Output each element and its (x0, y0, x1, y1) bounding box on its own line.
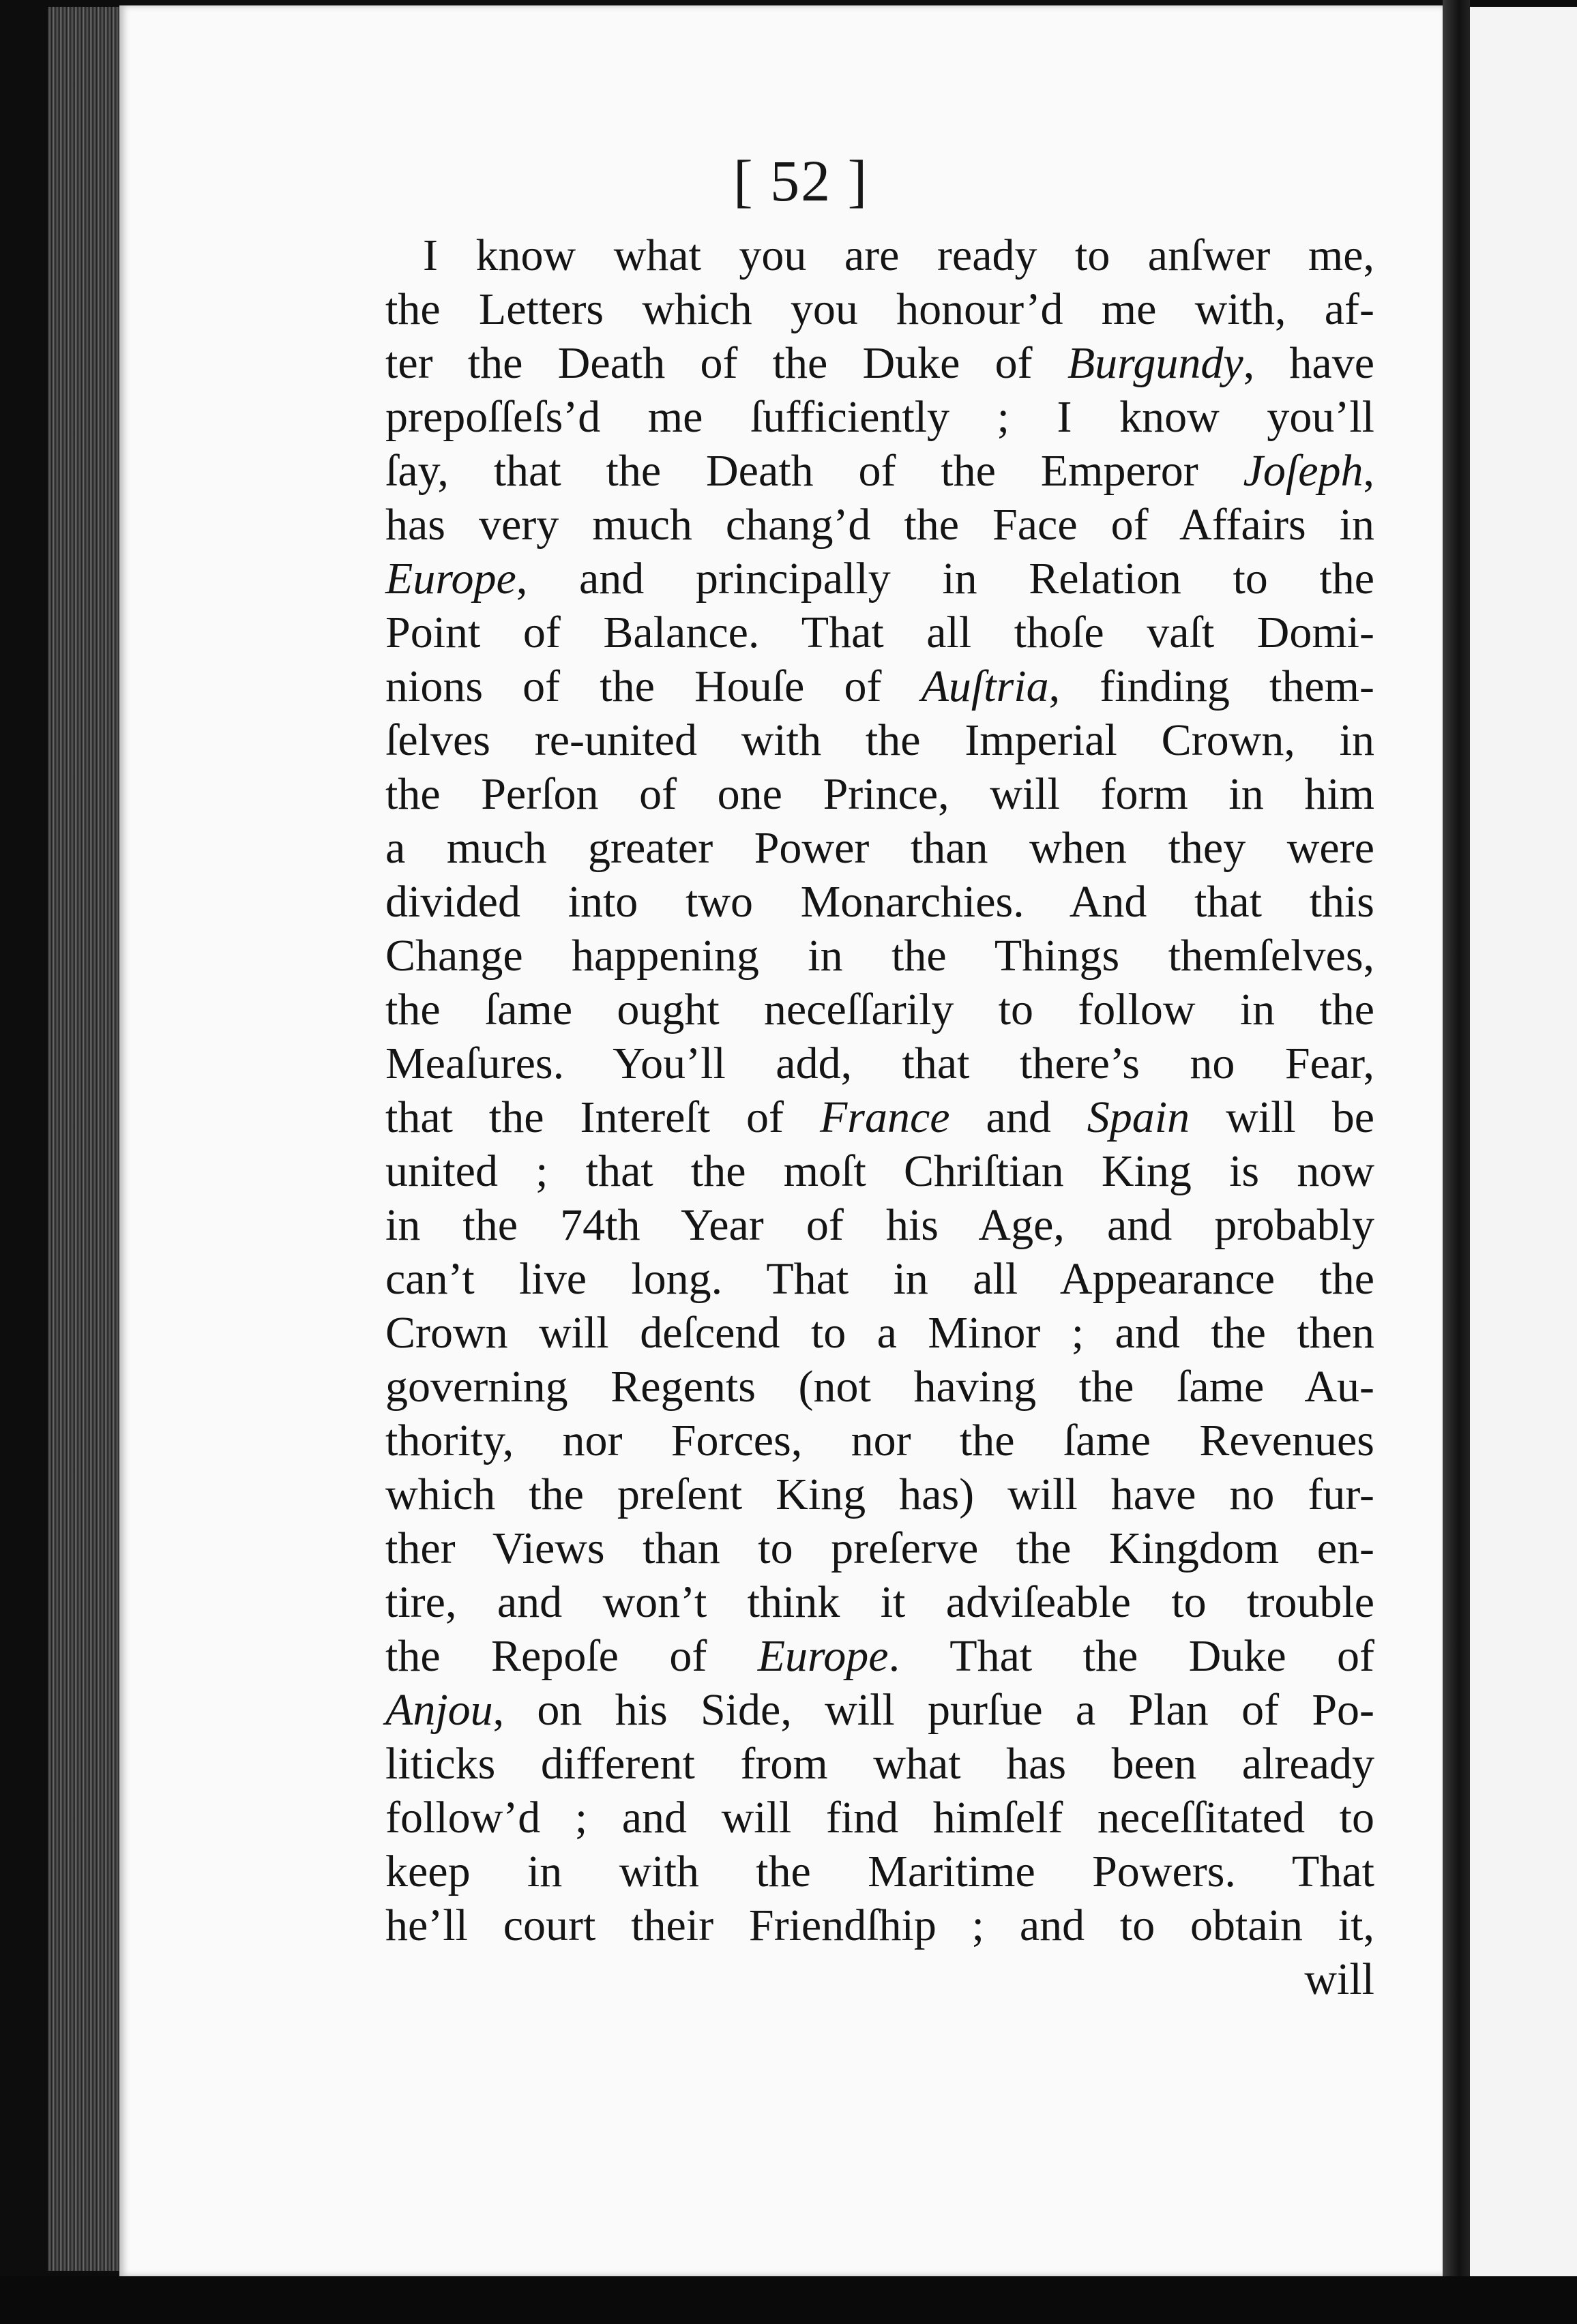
text-segment: the ſame ought neceſſarily to follow in the (385, 985, 1374, 1034)
italic-text: Anjou (385, 1685, 493, 1735)
facing-page-edge (1470, 7, 1577, 2278)
text-line (385, 606, 1374, 659)
text-line (385, 282, 1374, 336)
body-text (385, 228, 1374, 2006)
text-line (385, 1845, 1374, 1898)
text-segment: a much greater Power than when they were (385, 823, 1374, 873)
text-line (385, 875, 1374, 929)
text-segment: will be (1190, 1092, 1375, 1142)
text-line (385, 552, 1374, 606)
text-line (385, 498, 1374, 552)
text-segment: follow’d ; and will find himſelf neceſſitated to (385, 1793, 1374, 1843)
text-segment: nions of the Houſe of (385, 661, 922, 711)
italic-text: Burgundy (1067, 338, 1243, 388)
text-line (385, 1737, 1374, 1791)
text-segment: , on his Side, will purſue a Plan of Po- (492, 1685, 1374, 1735)
text-line (385, 336, 1374, 390)
text-segment: Crown will deſcend to a Minor ; and the then (385, 1308, 1374, 1358)
text-segment: , (1363, 446, 1374, 496)
text-line (385, 390, 1374, 444)
text-segment: Point of Balance. That all thoſe vaſt Domi- (385, 608, 1374, 657)
text-segment: , finding them- (1048, 661, 1375, 711)
book-page-edges (48, 7, 130, 2271)
text-line (385, 1521, 1374, 1575)
text-segment: divided into two Monarchies. And that this (385, 877, 1374, 927)
text-segment: ther Views than to preſerve the Kingdom en- (385, 1523, 1374, 1573)
text-segment: in the 74th Year of his Age, and probably (385, 1200, 1374, 1250)
text-line (385, 1791, 1374, 1845)
text-segment: , have (1243, 338, 1374, 388)
italic-text: Spain (1087, 1092, 1190, 1142)
text-line (385, 1144, 1374, 1198)
text-line (385, 1468, 1374, 1521)
text-line (385, 1414, 1374, 1468)
text-line (385, 821, 1374, 875)
text-segment: prepoſſeſs’d me ſufficiently ; I know you’ll (385, 392, 1374, 442)
text-line (385, 1198, 1374, 1252)
text-segment: the Perſon of one Prince, will form in him (385, 769, 1374, 819)
text-line (385, 444, 1374, 498)
text-line (385, 1575, 1374, 1629)
text-segment: and (949, 1092, 1087, 1142)
text-line (385, 983, 1374, 1037)
text-segment: ſelves re-united with the Imperial Crown, in (385, 715, 1374, 765)
text-segment: that the Intereſt of (385, 1092, 820, 1142)
text-segment: united ; that the moſt Chriſtian King is now (385, 1146, 1374, 1196)
page-number: [ 52 ] (733, 148, 869, 213)
text-line (385, 228, 1374, 282)
scan-bottom-edge (0, 2276, 1577, 2324)
text-segment: which the preſent King has) will have no fur- (385, 1470, 1374, 1519)
text-segment: keep in with the Maritime Powers. That (385, 1847, 1374, 1896)
text-line (385, 1360, 1374, 1414)
text-line (385, 1629, 1374, 1683)
text-segment: Change happening in the Things themſelves, (385, 931, 1374, 981)
text-line (385, 1952, 1374, 2006)
text-segment: liticks different from what has been already (385, 1739, 1374, 1789)
text-segment: the Letters which you honour’d me with, af- (385, 284, 1374, 334)
text-segment: the Repoſe of (385, 1631, 758, 1681)
text-segment: , and principally in Relation to the (516, 554, 1374, 604)
text-line (385, 1683, 1374, 1737)
text-segment: will (1304, 1954, 1374, 2004)
book-gutter (1443, 0, 1470, 2324)
italic-text: France (819, 1092, 950, 1142)
text-segment: ſay, that the Death of the Emperor (385, 446, 1243, 496)
text-line (385, 659, 1374, 713)
italic-text: Joſeph (1243, 446, 1364, 496)
text-line (385, 1306, 1374, 1360)
text-line (385, 767, 1374, 821)
text-segment: governing Regents (not having the ſame Au- (385, 1362, 1374, 1412)
text-line (385, 713, 1374, 767)
italic-text: Europe (385, 554, 516, 604)
text-line (385, 1090, 1374, 1144)
text-segment: ter the Death of the Duke of (385, 338, 1067, 388)
text-line (385, 1898, 1374, 1952)
text-line (385, 1252, 1374, 1306)
text-segment: thority, nor Forces, nor the ſame Revenues (385, 1416, 1374, 1465)
text-line (385, 929, 1374, 983)
text-segment: tire, and won’t think it adviſeable to trouble (385, 1577, 1374, 1627)
text-segment: Meaſures. You’ll add, that there’s no Fear, (385, 1039, 1374, 1088)
text-segment: . That the Duke of (888, 1631, 1374, 1681)
text-segment: I know what you are ready to anſwer me, (423, 230, 1374, 280)
text-line (385, 1037, 1374, 1090)
text-segment: has very much chang’d the Face of Affairs in (385, 500, 1374, 550)
text-segment: can’t live long. That in all Appearance the (385, 1254, 1374, 1304)
italic-text: Auſtria (921, 661, 1049, 711)
italic-text: Europe (757, 1631, 889, 1681)
text-segment: he’ll court their Friendſhip ; and to obtain it, (385, 1901, 1374, 1950)
